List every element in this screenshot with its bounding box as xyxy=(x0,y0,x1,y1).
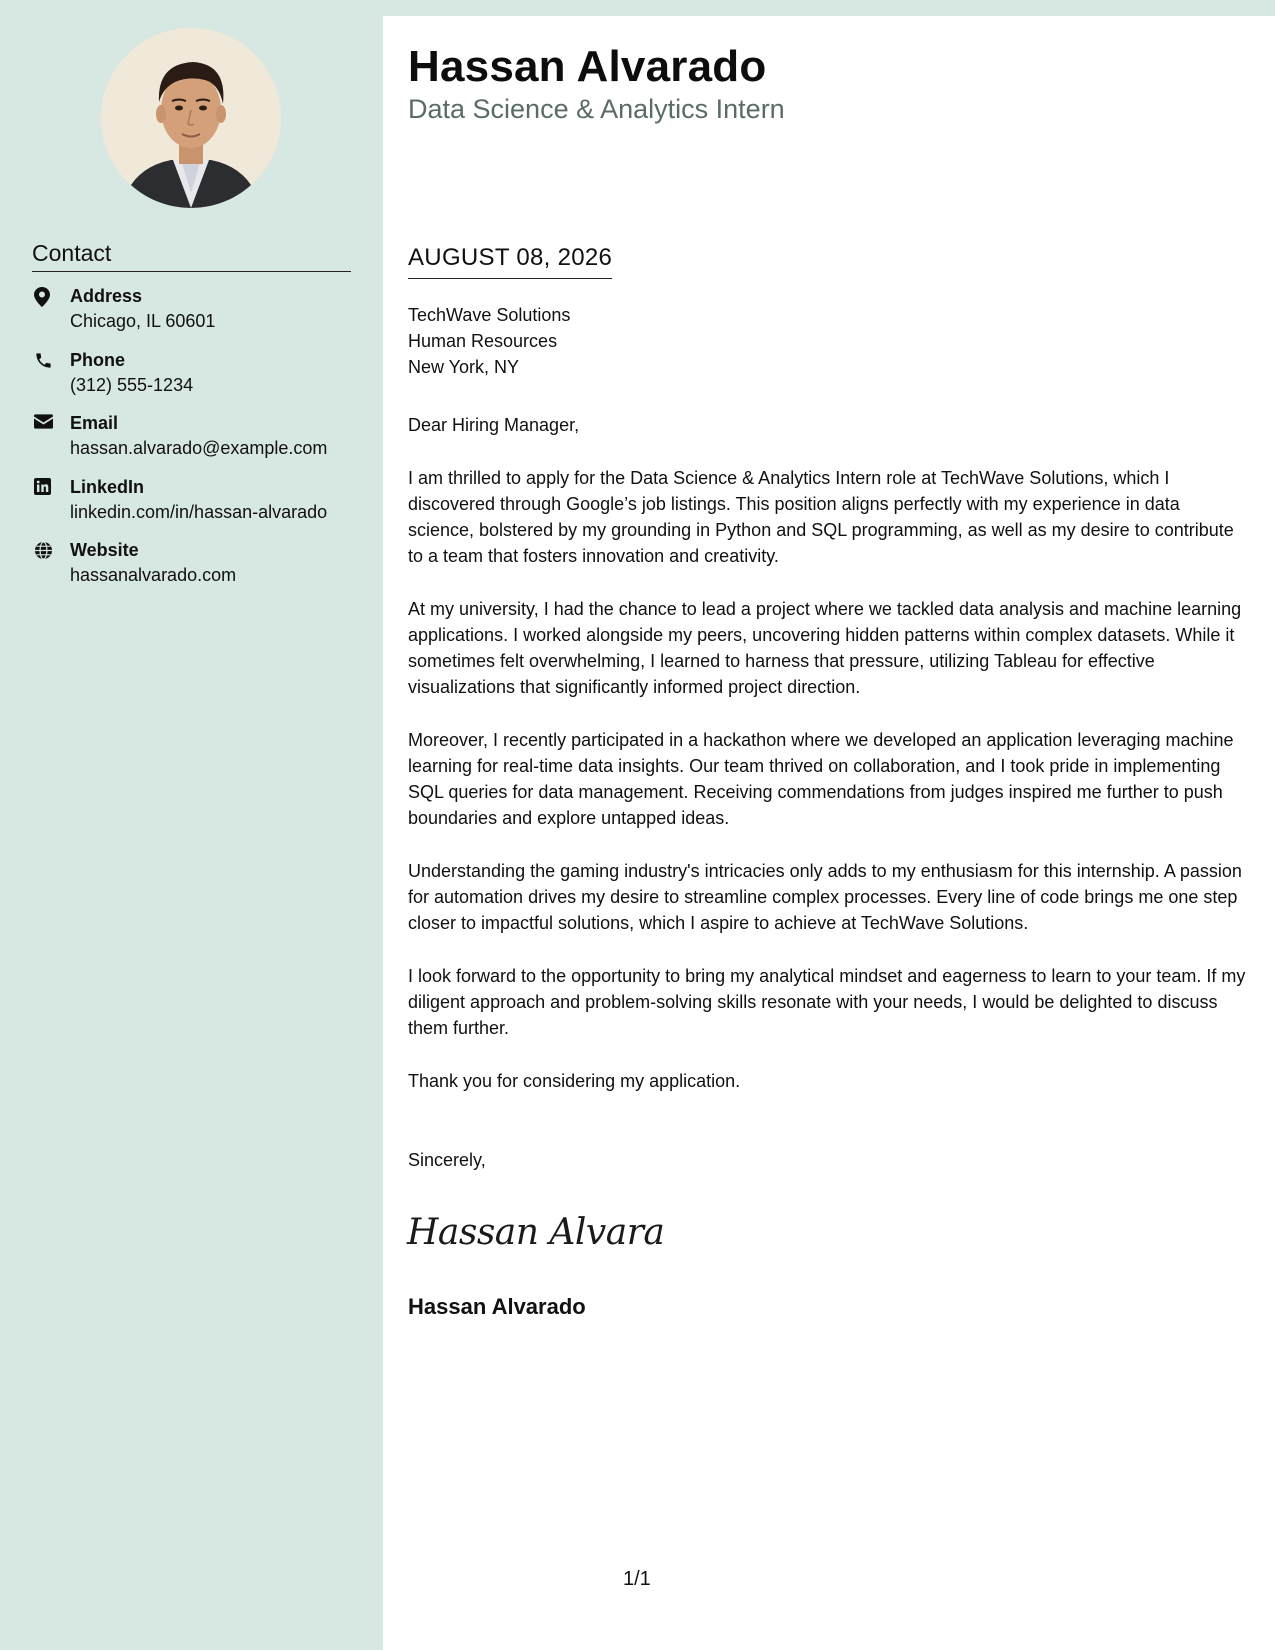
contact-item-linkedin xyxy=(32,475,377,539)
recipient-location: New York, NY xyxy=(408,357,520,377)
contact-item-phone xyxy=(32,348,377,412)
paragraph: Moreover, I recently participated in a hackathon where we developed an application leveraging machine learning for real-time data insights. Our team thrived on collaboration, and I took pride in implementing SQL queries for data management. Receiving commendations from judges inspired me further to push boundaries and explore untapped ideas. xyxy=(408,730,1234,828)
email-value[interactable]: hassan.alvarado@example.com xyxy=(70,438,328,458)
contact-label: Address xyxy=(70,286,143,306)
paragraph: At my university, I had the chance to lead a project where we tackled data analysis and machine learning applications. I worked alongside my peers, uncovering hidden patterns within complex datasets. While it sometimes felt overwhelming, I learned to harness that pressure, utilizing Tableau for effective visualizations that significantly informed project direction. xyxy=(408,599,1242,697)
envelope-icon xyxy=(32,411,70,429)
globe-icon xyxy=(32,538,70,560)
contact-list xyxy=(32,284,377,602)
signature xyxy=(405,1202,665,1267)
map-pin-icon xyxy=(32,284,70,307)
contact-item-address xyxy=(32,284,377,348)
phone-value: (312) 555-1234 xyxy=(70,374,194,395)
signature-text: Hassan Alvarad xyxy=(407,1212,665,1253)
closing: Sincerely, xyxy=(408,1150,486,1170)
letter-content xyxy=(408,412,1248,1121)
address-value: Chicago, IL 60601 xyxy=(70,311,216,331)
salutation: Dear Hiring Manager, xyxy=(408,415,580,435)
recipient-department: Human Resources xyxy=(408,331,558,351)
profile-photo xyxy=(101,28,281,208)
page-number: 1/1 xyxy=(623,1568,651,1590)
contact-label: Email xyxy=(70,413,119,433)
recipient-company: TechWave Solutions xyxy=(408,305,571,325)
contact-item-email xyxy=(32,411,377,475)
website-value[interactable]: hassanalvarado.com xyxy=(70,565,237,585)
paragraph: Thank you for considering my application. xyxy=(408,1071,741,1091)
contact-heading: Contact xyxy=(32,240,351,272)
paragraph: I am thrilled to apply for the Data Science & Analytics Intern role at TechWave Solutions, which I discovered through Google’s job listings. This position aligns perfectly with my experience in data science, bolstered by my grounding in Python and SQL programming, as well as my desire to contribute to a team that fosters innovation and creativity. xyxy=(408,468,1234,566)
sidebar xyxy=(0,0,383,1650)
avatar xyxy=(101,28,281,208)
contact-label: LinkedIn xyxy=(70,476,145,497)
recipient-block xyxy=(408,302,570,380)
applicant-name: Hassan Alvarado xyxy=(408,42,767,91)
contact-item-website xyxy=(32,538,377,602)
linkedin-value[interactable]: linkedin.com/in/hassan-alvarado xyxy=(70,501,328,522)
letter-body xyxy=(383,16,1275,1650)
contact-label: Phone xyxy=(70,349,126,370)
phone-icon xyxy=(32,348,70,370)
applicant-role: Data Science & Analytics Intern xyxy=(408,94,785,124)
linkedin-icon xyxy=(32,475,70,495)
contact-label: Website xyxy=(70,540,139,560)
paragraph: I look forward to the opportunity to bring my analytical mindset and eagerness to learn to your team. If my diligent approach and problem-solving skills resonate with your needs, I would be delighted to discuss them further. xyxy=(408,966,1246,1038)
signer-name: Hassan Alvarado xyxy=(408,1294,586,1319)
letter-date: AUGUST 08, 2026 xyxy=(408,244,612,279)
paragraph: Understanding the gaming industry's intricacies only adds to my enthusiasm for this internship. A passion for automation drives my desire to streamline complex processes. Every line of code brings me one step closer to impactful solutions, which I aspire to achieve at TechWave Solutions. xyxy=(408,861,1242,933)
